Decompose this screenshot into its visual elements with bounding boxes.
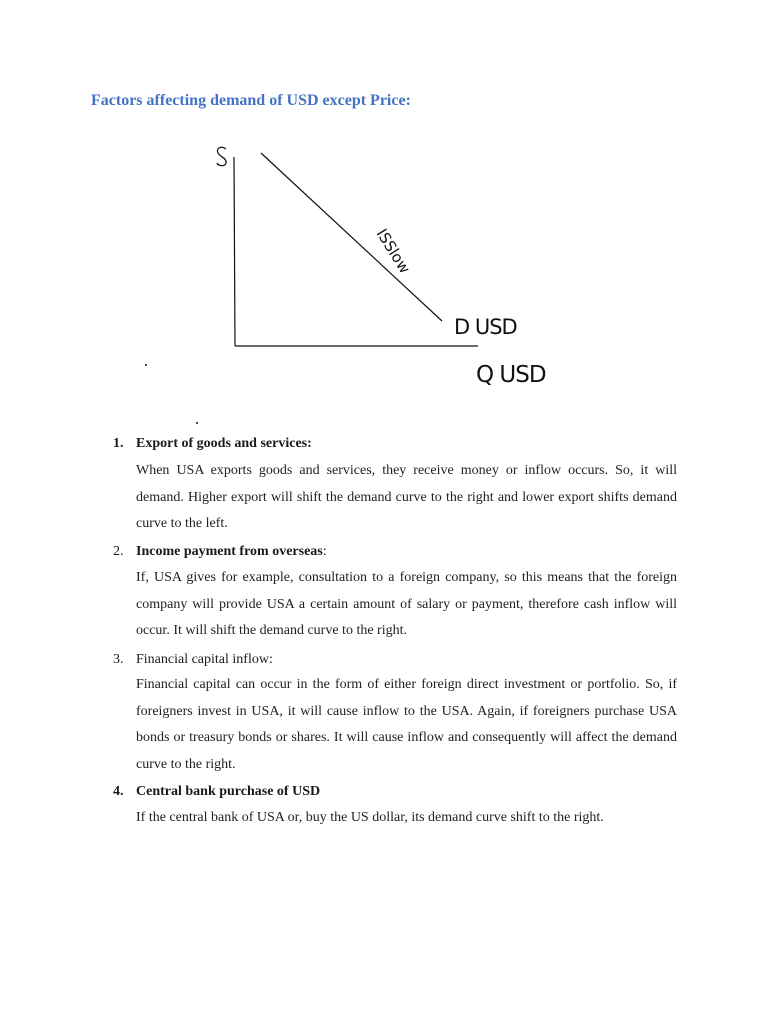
item-number: 2.: [113, 544, 124, 559]
item-body: If the central bank of USA or, buy the US dollar, its demand curve shift to the right.: [136, 810, 604, 825]
item-heading: Financial capital inflow:: [136, 652, 273, 667]
y-axis: [234, 157, 235, 346]
item-heading: Export of goods and services:: [136, 436, 312, 451]
line-annotation: ISSlow: [372, 225, 414, 277]
item-number: 4.: [113, 784, 124, 799]
item-number: 3.: [113, 652, 124, 667]
document-title: Factors affecting demand of USD except Price:: [91, 92, 411, 109]
item-heading: Central bank purchase of USD: [136, 784, 321, 799]
stray-dot: [145, 364, 147, 366]
item-body: If, USA gives for example, consultation to a foreign company, so this means that the foreign company will provide USA a certain amount of salary or payment, therefore cash inflow will occur. It will shift the demand curve to the right.: [136, 570, 677, 638]
item-body: Financial capital can occur in the form of either foreign direct investment or portfolio. So, if foreigners invest in USA, it will cause inflow to the USA. Again, if foreigners purchase USA bonds or treasury bonds or shares. It will cause inflow and consequently will affect the demand curve to the right.: [136, 677, 677, 772]
x-axis-label: Q USD: [476, 362, 546, 388]
demand-line: [261, 153, 442, 321]
demand-curve-sketch: [200, 135, 560, 395]
stray-dot: [196, 422, 198, 424]
curve-label: D USD: [454, 315, 517, 339]
item-heading-suffix: :: [322, 544, 327, 559]
item-heading: Income payment from overseas: [136, 544, 323, 559]
y-axis-label-s: [217, 147, 226, 165]
item-heading-wrap: [136, 544, 327, 560]
item-body: When USA exports goods and services, they receive money or inflow occurs. So, it will demand. Higher export will shift the demand curve to the right and lower export shifts demand curve to the left.: [136, 463, 677, 531]
item-number: 1.: [113, 436, 124, 451]
